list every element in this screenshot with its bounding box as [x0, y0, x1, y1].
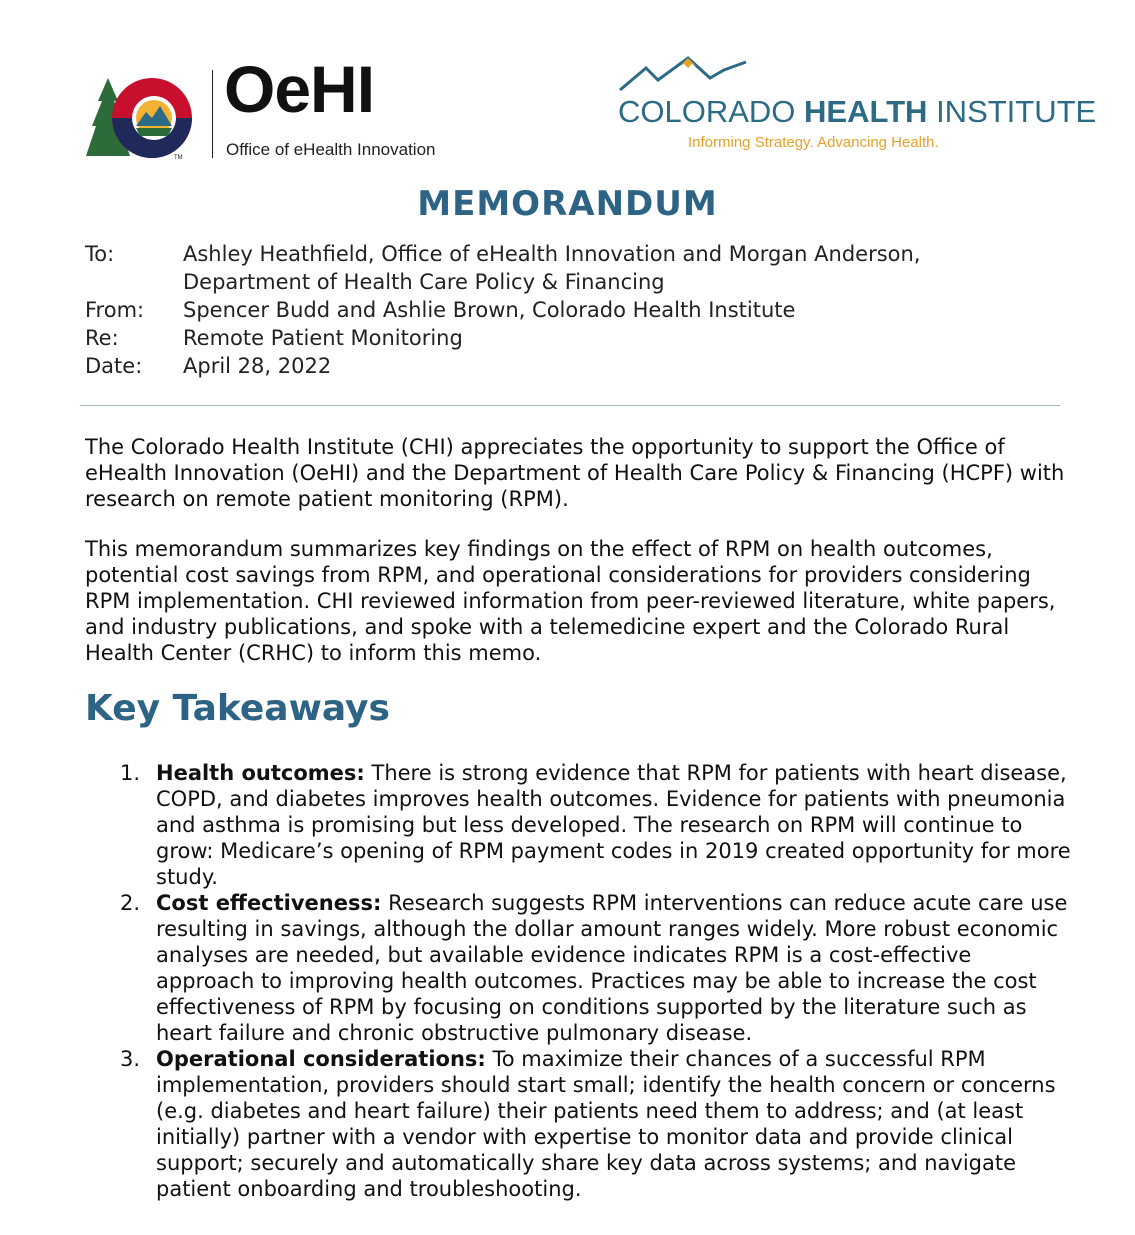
memo-title: MEMORANDUM: [417, 184, 718, 224]
oehi-wordmark: OeHI: [224, 52, 375, 126]
chi-logo: [618, 52, 1097, 162]
from-label: From:: [85, 298, 145, 322]
to-line-2: Department of Health Care Policy & Financing: [183, 270, 665, 294]
list-item-text: To maximize their chances of a successful RPM implementation, providers should start small; identify the health concern or concerns (e.g. diabetes and heart failure) their patients need them to address; and (at least initially) partner with a vendor with expertise to monitor data and provide clinical support; securely and automatically share key data across systems; and navigate patient onboarding and troubleshooting.: [156, 1047, 1056, 1201]
from-row: [85, 296, 983, 324]
list-number: 3.: [120, 1047, 141, 1071]
mountain-line-icon: [618, 52, 758, 94]
from-value: Spencer Budd and Ashlie Brown, Colorado Health Institute: [183, 298, 796, 322]
to-label: To:: [85, 242, 115, 266]
date-row: [85, 352, 983, 380]
summary-paragraph: This memorandum summarizes key findings on the effect of RPM on health outcomes, potential cost savings from RPM, and operational considerations for providers considering RPM implementation. CHI reviewed information from peer-reviewed literature, white papers, and industry publications, and spoke with a telemedicine expert and the Colorado Rural Health Center (CRHC) to inform this memo.: [85, 537, 1056, 665]
list-item: [120, 890, 1075, 1046]
re-value: Remote Patient Monitoring: [183, 326, 463, 350]
colorado-c-mountain-icon: [84, 66, 199, 161]
memo-header: [85, 240, 983, 380]
intro-paragraph: The Colorado Health Institute (CHI) appreciates the opportunity to support the Office of eHealth Innovation (OeHI) and the Department of Health Care Policy & Financing (HCPF) with research on remote patient monitoring (RPM).: [85, 435, 1065, 511]
list-item: [120, 1046, 1075, 1202]
to-value: [183, 240, 983, 296]
key-takeaways-heading: Key Takeaways: [85, 688, 390, 729]
re-label: Re:: [85, 326, 119, 350]
list-item-label: Cost effectiveness:: [156, 891, 382, 915]
list-item-label: Operational considerations:: [156, 1047, 486, 1071]
oehi-logo: [84, 52, 464, 164]
re-row: [85, 324, 983, 352]
list-number: 2.: [120, 891, 141, 915]
list-number: 1.: [120, 761, 141, 785]
logo-header: [0, 0, 1135, 180]
to-row: [85, 240, 983, 296]
list-item-label: Health outcomes:: [156, 761, 365, 785]
list-item: [120, 760, 1075, 890]
header-divider: [80, 405, 1060, 406]
oehi-subtitle: Office of eHealth Innovation: [226, 140, 436, 159]
list-item-text: There is strong evidence that RPM for patients with heart disease, COPD, and diabetes improves health outcomes. Evidence for patients with pneumonia and asthma is promising but less developed. The research on RPM will continue to grow: Medicare’s opening of RPM payment codes in 2019 created opportunity for more study.: [156, 761, 1071, 889]
logo-divider: [212, 70, 213, 158]
key-takeaways-list: [120, 760, 1075, 1202]
list-item-text: Research suggests RPM interventions can reduce acute care use resulting in savings, although the dollar amount ranges widely. More robust economic analyses are needed, but available evidence indicates RPM is a cost-effective approach to improving health outcomes. Practices may be able to increase the cost effectiveness of RPM by focusing on conditions supported by the literature such as heart failure and chronic obstructive pulmonary disease.: [156, 891, 1068, 1045]
date-value: April 28, 2022: [183, 354, 332, 378]
to-line-1: Ashley Heathfield, Office of eHealth Innovation and Morgan Anderson,: [183, 242, 921, 266]
chi-tagline: Informing Strategy. Advancing Health.: [688, 134, 939, 151]
date-label: Date:: [85, 354, 143, 378]
svg-text:TM: TM: [174, 155, 183, 161]
chi-wordmark: COLORADO HEALTH INSTITUTE: [618, 94, 1097, 129]
